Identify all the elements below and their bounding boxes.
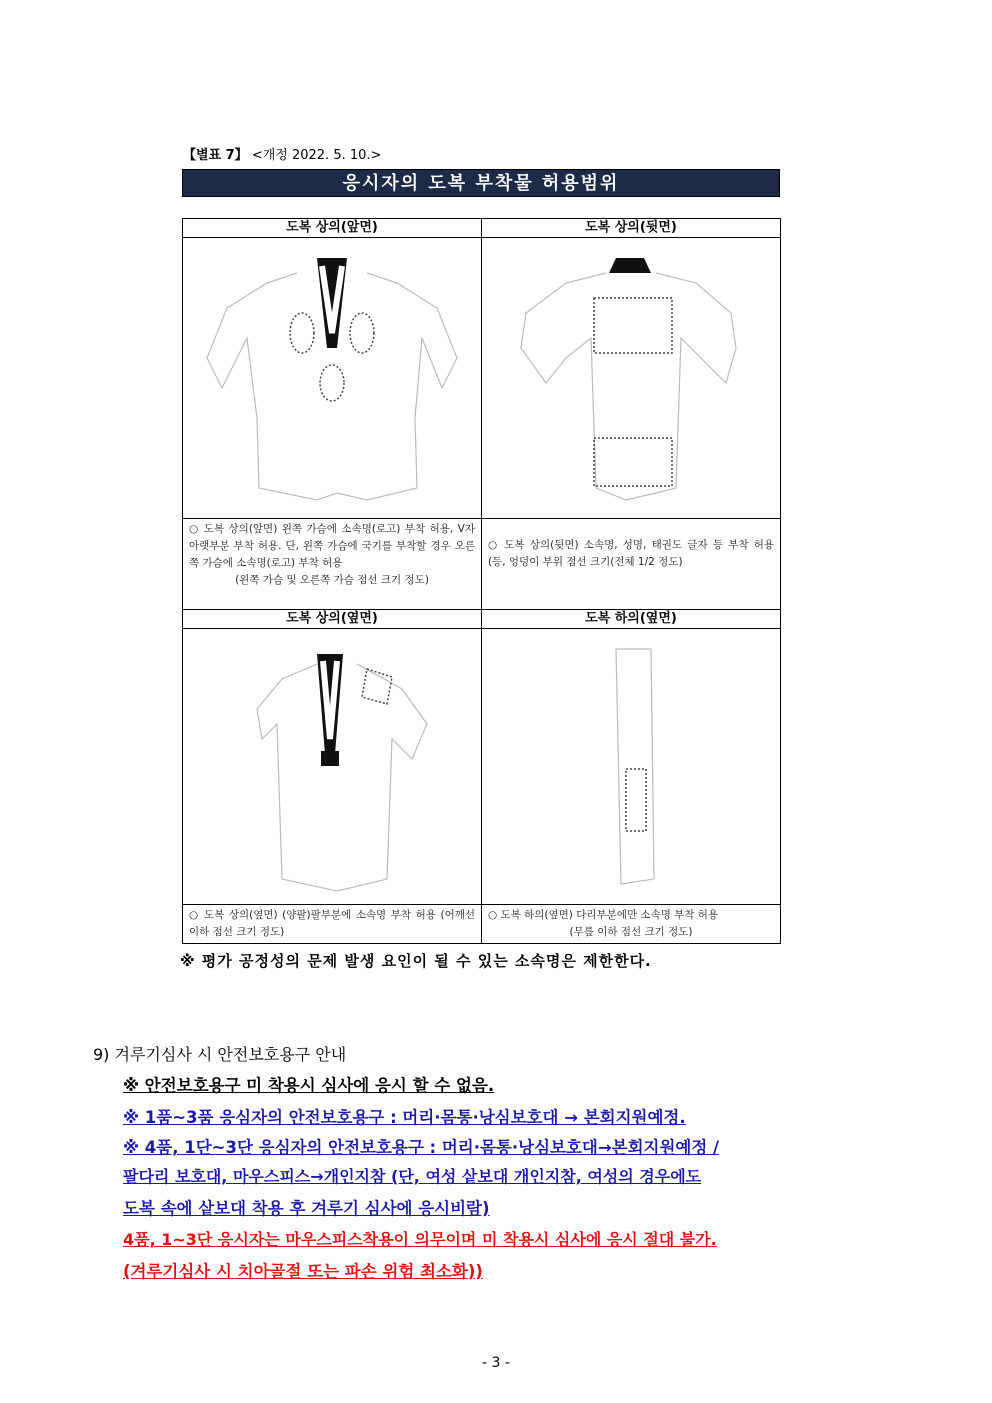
notice-line-3: ※ 4품, 1단~3단 응심자의 안전보호용구 : 머리·몸통·낭심보호대→본회지원예정 / xyxy=(123,1138,720,1157)
uniform-front-illustration xyxy=(187,238,477,518)
table-title: 응시자의 도복 부착물 허용범위 xyxy=(182,169,780,197)
description-note: (왼쪽 가슴 및 오른쪽 가슴 점선 크기 정도) xyxy=(235,574,429,586)
cell-header: 도복 하의(옆면) xyxy=(482,610,780,629)
section-heading xyxy=(93,1042,346,1065)
revision-note: <개정 2022. 5. 10.> xyxy=(251,148,382,163)
cell-top-side xyxy=(183,610,482,944)
notice-line-2: ※ 1품~3품 응심자의 안전보호용구 : 머리·몸통·낭심보호대 → 본회지원예정. xyxy=(123,1108,686,1127)
description-text: ○ 도복 상의(앞면) 왼쪽 가슴에 소속명(로고) 부착 허용, V자 아랫부분 부착 허용. 단, 왼쪽 가슴에 국기를 부착할 경우 오른쪽 가슴에 소속명(로고) 부착 허용 xyxy=(189,523,475,569)
restriction-notice: ※ 평가 공정성의 문제 발생 요인이 될 수 있는 소속명은 제한한다. xyxy=(180,952,652,970)
cell-description xyxy=(183,518,481,591)
notice-line-6: 4품, 1~3단 응시자는 마우스피스착용이 의무이며 미 착용시 심사에 응시 절대 불가. xyxy=(123,1230,717,1249)
cell-header: 도복 상의(뒷면) xyxy=(482,219,780,238)
uniform-attachment-table xyxy=(182,218,781,944)
section-number: 9) xyxy=(93,1045,110,1064)
uniform-side-illustration xyxy=(187,629,477,904)
cell-description xyxy=(482,904,780,943)
description-text: ○ 도복 하의(옆면) 다리부분에만 소속명 부착 허용 xyxy=(488,909,719,921)
cell-header: 도복 상의(옆면) xyxy=(183,610,481,629)
cell-top-back xyxy=(482,219,781,610)
uniform-back-illustration xyxy=(486,238,776,518)
cell-bottom-side xyxy=(482,610,781,944)
notice-line-7: (겨루기심사 시 치아골절 또는 파손 위험 최소화)) xyxy=(123,1262,483,1281)
annex-line xyxy=(183,144,381,163)
annex-label: 【별표 7】 xyxy=(183,148,248,163)
notice-line-5: 도복 속에 샅보대 착용 후 겨루기 심사에 응시비람) xyxy=(123,1199,490,1218)
cell-top-front xyxy=(183,219,482,610)
description-text: ○ 도복 상의(뒷면) 소속명, 성명, 태권도 글자 등 부착 허용 (등, 엉덩이 부위 점선 크기(전체 1/2 정도) xyxy=(488,539,774,568)
cell-description xyxy=(482,518,780,573)
notice-line-1: ※ 안전보호용구 미 착용시 심사에 응시 할 수 없음. xyxy=(123,1076,495,1095)
pants-side-illustration xyxy=(486,629,776,904)
description-text: ○ 도복 상의(옆면) (양팔)팔부분에 소속명 부착 허용 (어깨선 이하 점선 크기 정도) xyxy=(189,909,475,938)
section-title: 겨루기심사 시 안전보호용구 안내 xyxy=(114,1045,347,1064)
cell-description xyxy=(183,904,481,943)
description-note: (무릎 이하 점선 크기 정도) xyxy=(569,926,693,938)
cell-header: 도복 상의(앞면) xyxy=(183,219,481,238)
page-number: - 3 - xyxy=(482,1355,510,1371)
notice-line-4: 팔다리 보호대, 마우스피스→개인지참 (단, 여성 샅보대 개인지참, 여성의 경우에도 xyxy=(123,1167,702,1186)
